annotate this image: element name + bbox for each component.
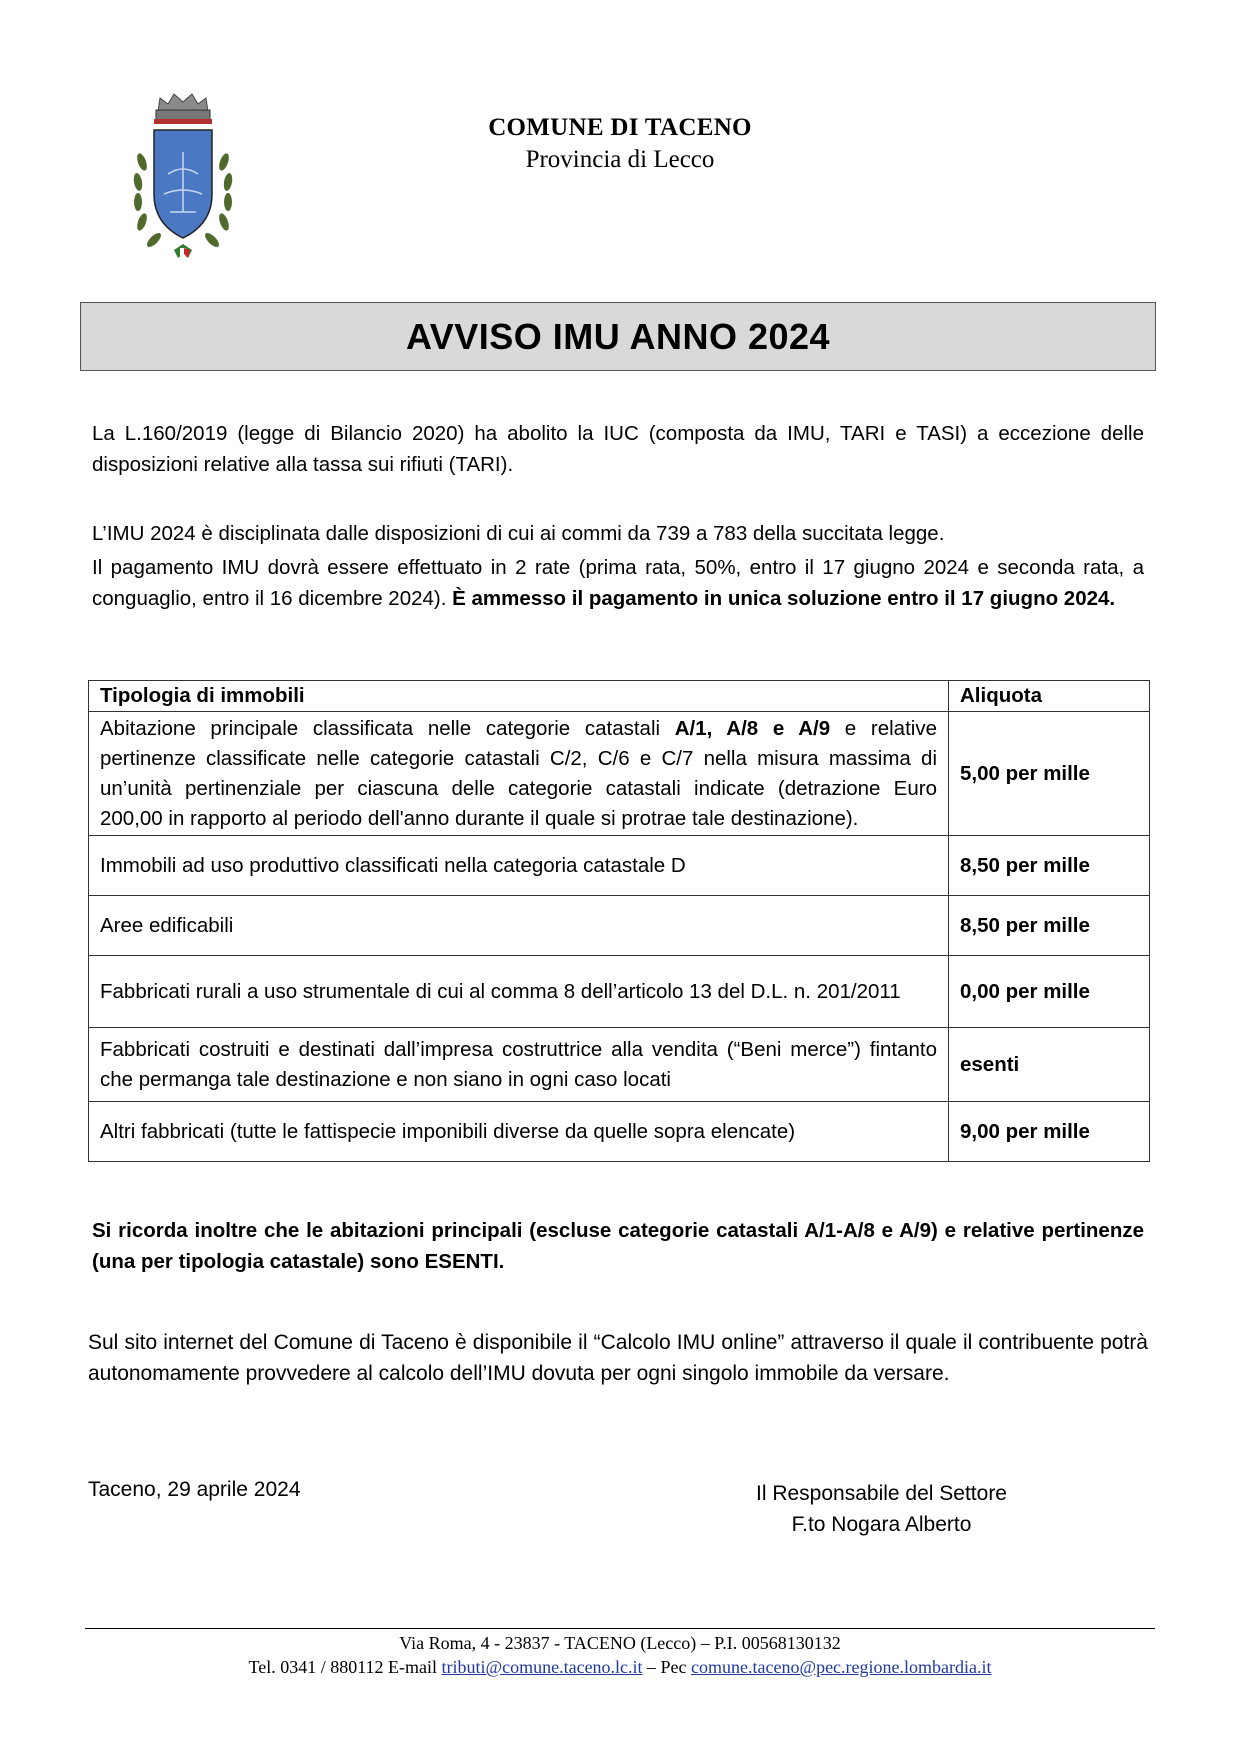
- place-and-date: Taceno, 29 aprile 2024: [88, 1478, 301, 1501]
- document-header: [440, 112, 800, 176]
- row-description: [89, 712, 949, 836]
- pec-link[interactable]: comune.taceno@pec.regione.lombardia.it: [691, 1657, 992, 1677]
- row-description-categories: A/1, A/8 e A/9: [674, 716, 831, 740]
- table-row: [89, 712, 1150, 836]
- table-row: [89, 956, 1150, 1028]
- online-calculator-paragraph: Sul sito internet del Comune di Taceno è disponibile il “Calcolo IMU online” attraverso il quale il contribuente potrà autonomamente provvedere al calcolo dell’IMU dovuta per ogni singolo immobile da versare.: [88, 1331, 1148, 1385]
- payment-paragraph: [92, 552, 1144, 614]
- footer-contacts: [85, 1655, 1155, 1679]
- footer-address: Via Roma, 4 - 23837 - TACENO (Lecco) – P.I. 00568130132: [399, 1633, 841, 1653]
- table-row: [89, 896, 1150, 956]
- pec-label: – Pec: [642, 1657, 692, 1677]
- exemption-reminder: Si ricorda inoltre che le abitazioni principali (escluse categorie catastali A/1-A/8 e A/9) e relative pertinenze (una per tipologia catastale) sono ESENTI.: [92, 1219, 1144, 1273]
- row-description: Immobili ad uso produttivo classificati nella categoria catastale D: [89, 836, 949, 896]
- row-description: Fabbricati costruiti e destinati dall’impresa costruttrice alla vendita (“Beni merce”) fintanto che permanga tale destinazione e non siano in ogni caso locati: [89, 1028, 949, 1102]
- single-payment-note: È ammesso il pagamento in unica soluzione entro il 17 giugno 2024.: [452, 587, 1116, 610]
- row-description: Altri fabbricati (tutte le fattispecie imponibili diverse da quelle sopra elencate): [89, 1102, 949, 1162]
- row-description: Fabbricati rurali a uso strumentale di cui al comma 8 dell’articolo 13 del D.L. n. 201/2011: [89, 956, 949, 1028]
- row-description-part: Abitazione principale classificata nelle categorie catastali: [100, 716, 675, 740]
- email-link[interactable]: tributi@comune.taceno.lc.it: [441, 1657, 643, 1677]
- row-rate: 5,00 per mille: [949, 712, 1150, 836]
- footer-phone: Tel. 0341 / 880112 E-mail: [248, 1657, 442, 1677]
- row-rate: 9,00 per mille: [949, 1102, 1150, 1162]
- footer-divider: [85, 1628, 1155, 1629]
- column-header-type: Tipologia di immobili: [89, 681, 949, 712]
- row-rate: esenti: [949, 1028, 1150, 1102]
- table-header-row: [89, 681, 1150, 712]
- document-footer: [85, 1631, 1155, 1679]
- signer-name: F.to Nogara Alberto: [791, 1513, 972, 1536]
- row-rate: 0,00 per mille: [949, 956, 1150, 1028]
- intro-paragraph: La L.160/2019 (legge di Bilancio 2020) ha abolito la IUC (composta da IMU, TARI e TASI) a eccezione delle disposizioni relative alla tassa sui rifiuti (TARI).: [92, 422, 1144, 476]
- notice-title: AVVISO IMU ANNO 2024: [405, 315, 831, 357]
- municipality-name: COMUNE DI TACENO: [488, 114, 752, 141]
- signature-block: [756, 1478, 1007, 1540]
- table-row: [89, 1028, 1150, 1102]
- row-description-part: e relative pertinenze classificate nelle categorie catastali C/2, C/6 e C/7 nella misura massima di un’unità pertinenziale per ciascuna delle categorie catastali indicate (detrazione Euro 200,00 in rapporto al periodo dell'anno durante il quale si protrae tale destinazione).: [100, 716, 937, 830]
- imu-rates-table: [88, 680, 1150, 1162]
- regulation-paragraph: L’IMU 2024 è disciplinata dalle disposizioni di cui ai commi da 739 a 783 della succitata legge.: [92, 522, 945, 545]
- table-row: [89, 1102, 1150, 1162]
- row-rate: 8,50 per mille: [949, 836, 1150, 896]
- signer-role: Il Responsabile del Settore: [756, 1482, 1007, 1505]
- municipal-coat-of-arms: [120, 82, 246, 266]
- column-header-rate: Aliquota: [949, 681, 1150, 712]
- province-name: Provincia di Lecco: [525, 146, 715, 173]
- row-description: Aree edificabili: [89, 896, 949, 956]
- payment-text: Il pagamento IMU dovrà essere effettuato in 2 rate (prima rata, 50%, entro il 17 giugno 2024 e seconda rata, a conguaglio, entro il 16 dicembre 2024).: [92, 556, 1144, 610]
- row-rate: 8,50 per mille: [949, 896, 1150, 956]
- table-row: [89, 836, 1150, 896]
- notice-title-box: [80, 302, 1156, 371]
